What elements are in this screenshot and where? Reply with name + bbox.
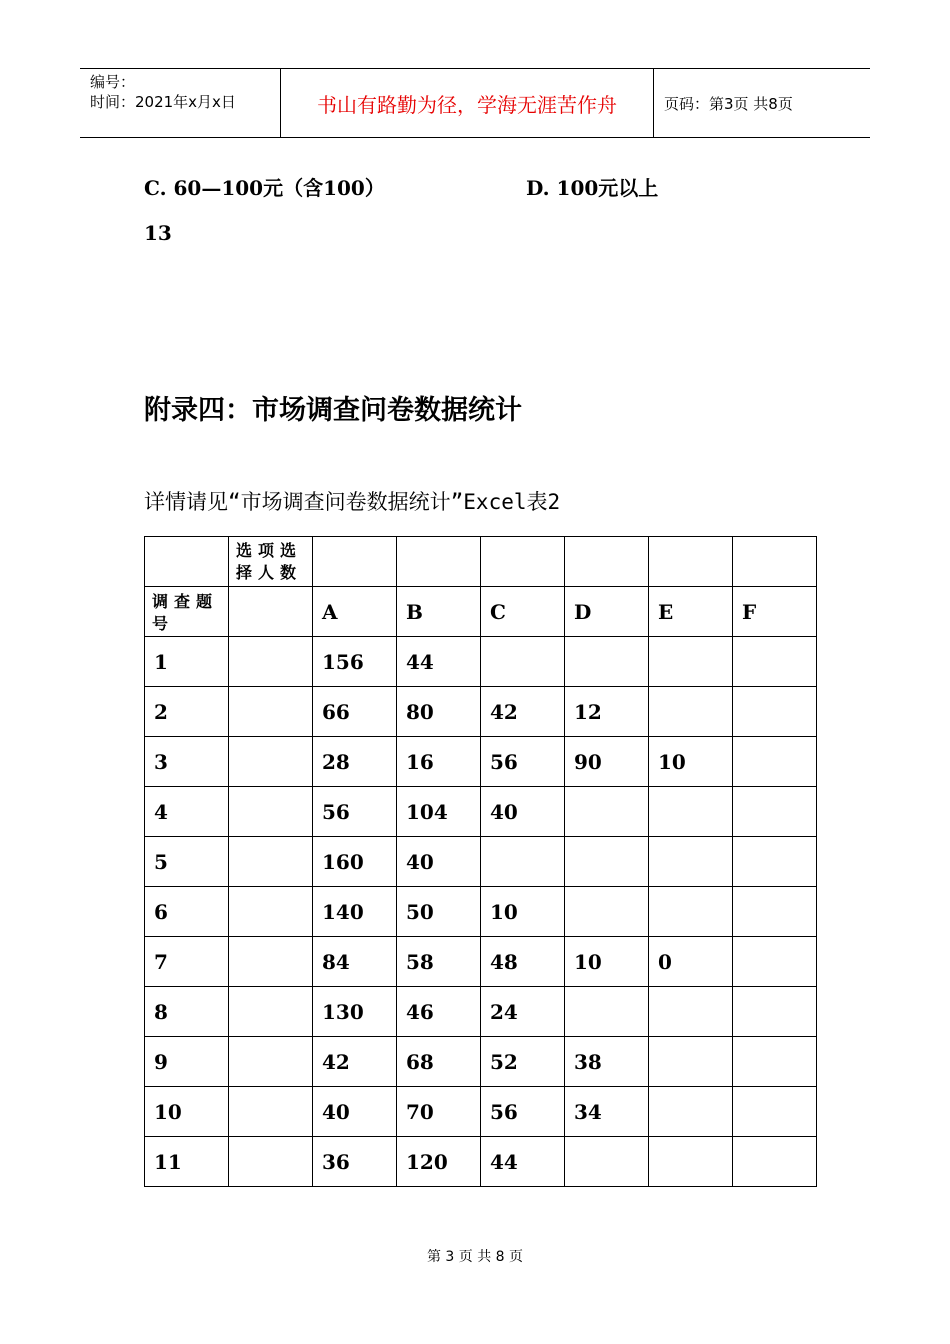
table-cell [733, 937, 817, 987]
question-number-cell: 2 [145, 687, 229, 737]
header-number-label: 编号： [90, 73, 136, 91]
table-row [145, 1087, 817, 1137]
table-cell: 24 [481, 987, 565, 1037]
table-cell: 0 [649, 937, 733, 987]
table-cell [733, 737, 817, 787]
table-cell [733, 687, 817, 737]
table-cell-empty [397, 537, 481, 587]
table-cell: 10 [565, 937, 649, 987]
detail-text: 详情请见“市场调查问卷数据统计”Excel表2 [144, 490, 561, 514]
table-cell: 68 [397, 1037, 481, 1087]
question-number-cell: 7 [145, 937, 229, 987]
table-cell: 104 [397, 787, 481, 837]
table-cell [649, 837, 733, 887]
question-number-cell: 9 [145, 1037, 229, 1087]
question-number-cell: 1 [145, 637, 229, 687]
table-cell-empty [481, 537, 565, 587]
table-cell [733, 987, 817, 1037]
table-cell: 50 [397, 887, 481, 937]
table-cell [649, 637, 733, 687]
table-row [145, 837, 817, 887]
table-row [145, 937, 817, 987]
page-footer: 第 3 页 共 8 页 [426, 1249, 524, 1265]
table-cell [733, 787, 817, 837]
table-cell: 10 [649, 737, 733, 787]
header-time-label: 时间：2021年x月x日 [90, 93, 236, 111]
column-header: F [733, 587, 817, 637]
table-cell: 80 [397, 687, 481, 737]
header-meta [80, 69, 281, 137]
table-cell-empty [145, 537, 229, 587]
table-cell-empty [229, 887, 313, 937]
question-number-cell: 5 [145, 837, 229, 887]
table-row [145, 787, 817, 837]
column-header: E [649, 587, 733, 637]
table-cell-empty [229, 1037, 313, 1087]
table-cell: 12 [565, 687, 649, 737]
table-cell [649, 1137, 733, 1187]
table-cell: 34 [565, 1087, 649, 1137]
survey-data-table [144, 536, 817, 1187]
table-cell [649, 987, 733, 1037]
table-cell: 40 [313, 1087, 397, 1137]
table-cell [481, 637, 565, 687]
table-cell [649, 887, 733, 937]
table-cell [565, 987, 649, 1037]
page-header [80, 68, 870, 138]
table-cell-empty [565, 537, 649, 587]
table-cell-empty [229, 687, 313, 737]
table-cell: 84 [313, 937, 397, 987]
question-number-cell: 11 [145, 1137, 229, 1187]
table-cell: 56 [481, 1087, 565, 1137]
table-cell: 156 [313, 637, 397, 687]
table-cell: 130 [313, 987, 397, 1037]
table-cell: 160 [313, 837, 397, 887]
table-cell-empty [733, 537, 817, 587]
table-cell: 40 [397, 837, 481, 887]
table-cell [733, 1137, 817, 1187]
table-cell: 42 [313, 1037, 397, 1087]
table-cell: 40 [481, 787, 565, 837]
corner-label-options: 选项选择人数 [229, 537, 313, 587]
table-cell: 70 [397, 1087, 481, 1137]
table-cell: 56 [313, 787, 397, 837]
table-cell: 90 [565, 737, 649, 787]
column-header: A [313, 587, 397, 637]
table-cell: 28 [313, 737, 397, 787]
table-cell-empty [313, 537, 397, 587]
table-row [145, 1137, 817, 1187]
table-row [145, 987, 817, 1037]
table-cell: 58 [397, 937, 481, 987]
table-cell-empty [229, 587, 313, 637]
table-cell: 38 [565, 1037, 649, 1087]
table-cell: 66 [313, 687, 397, 737]
question-number-cell: 4 [145, 787, 229, 837]
table-row [145, 887, 817, 937]
table-cell [565, 887, 649, 937]
table-cell-empty [229, 937, 313, 987]
table-cell: 46 [397, 987, 481, 1037]
table-cell [649, 1087, 733, 1137]
question-number-cell: 6 [145, 887, 229, 937]
table-row [145, 1037, 817, 1087]
table-header-row-columns [145, 587, 817, 637]
question-number-cell: 10 [145, 1087, 229, 1137]
table-cell-empty [649, 537, 733, 587]
table-cell-empty [229, 1087, 313, 1137]
table-row [145, 637, 817, 687]
table-cell: 42 [481, 687, 565, 737]
table-cell [649, 1037, 733, 1087]
table-cell: 44 [481, 1137, 565, 1187]
appendix-heading: 附录四：市场调查问卷数据统计 [144, 395, 522, 426]
table-cell: 10 [481, 887, 565, 937]
corner-label-question: 调查题号 [145, 587, 229, 637]
table-cell [565, 1137, 649, 1187]
table-cell: 44 [397, 637, 481, 687]
table-row [145, 737, 817, 787]
column-header: C [481, 587, 565, 637]
table-cell [733, 1037, 817, 1087]
table-cell-empty [229, 837, 313, 887]
table-cell [481, 837, 565, 887]
question-number-cell: 3 [145, 737, 229, 787]
table-header-row-top [145, 537, 817, 587]
table-cell: 120 [397, 1137, 481, 1187]
option-d: D. 100元以上 [526, 176, 659, 200]
table-cell [733, 1087, 817, 1137]
table-cell [733, 637, 817, 687]
table-cell: 16 [397, 737, 481, 787]
table-cell: 56 [481, 737, 565, 787]
table-cell-empty [229, 787, 313, 837]
table-cell [565, 637, 649, 687]
table-cell-empty [229, 1137, 313, 1187]
question-number: 13 [144, 221, 172, 245]
header-page-info: 页码：第3页 共8页 [664, 94, 793, 113]
column-header: B [397, 587, 481, 637]
table-cell [733, 887, 817, 937]
table-cell [649, 687, 733, 737]
table-cell [565, 837, 649, 887]
table-cell-empty [229, 637, 313, 687]
table-cell-empty [229, 737, 313, 787]
option-c: C. 60—100元（含100） [144, 176, 385, 200]
table-cell-empty [229, 987, 313, 1037]
table-cell: 52 [481, 1037, 565, 1087]
table-row [145, 687, 817, 737]
table-cell [565, 787, 649, 837]
table-cell: 36 [313, 1137, 397, 1187]
table-cell [733, 837, 817, 887]
table-cell: 140 [313, 887, 397, 937]
column-header: D [565, 587, 649, 637]
table-cell [649, 787, 733, 837]
header-motto: 书山有路勤为径，学海无涯苦作舟 [281, 69, 654, 137]
table-cell: 48 [481, 937, 565, 987]
question-number-cell: 8 [145, 987, 229, 1037]
